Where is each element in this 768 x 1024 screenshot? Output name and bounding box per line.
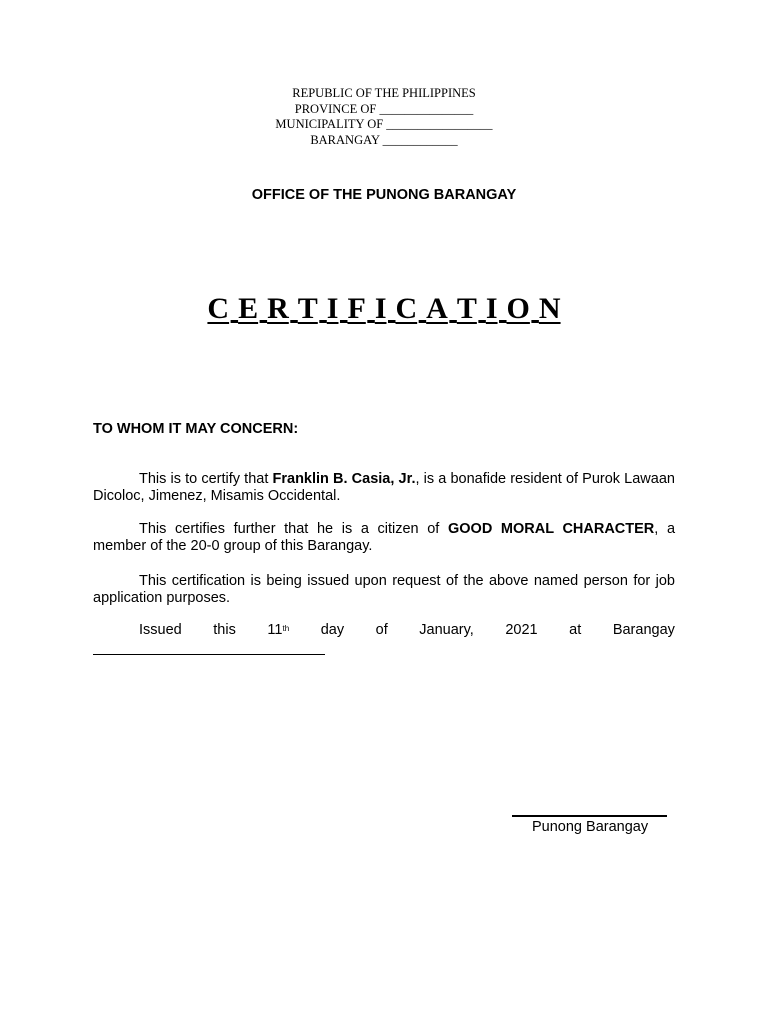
barangay-blank-line <box>93 654 325 655</box>
signature-label: Punong Barangay <box>532 819 649 835</box>
issued-barangay: Barangay <box>612 622 675 638</box>
issued-at: at <box>569 622 582 638</box>
issued-day-word: day <box>320 622 345 638</box>
certification-title <box>0 292 768 326</box>
issued-year: 2021 <box>505 622 538 638</box>
title-letter: T <box>456 292 477 325</box>
title-letter: O <box>506 292 530 325</box>
issued-day-suffix: th <box>282 624 290 633</box>
paragraph-moral-rest: , a member of the 20-0 group of this Barangay. <box>93 521 676 554</box>
moral-character-emphasis: GOOD MORAL CHARACTER <box>447 521 655 537</box>
issued-date-line <box>93 622 675 639</box>
paragraph-residency-rest: , is a bonafide resident of Purok Lawaan Dicoloc, Jimenez, Misamis Occidental. <box>93 471 675 504</box>
title-letter: T <box>297 292 318 325</box>
header-province: PROVINCE OF _______________ <box>294 101 474 116</box>
title-letter: I <box>485 292 498 325</box>
title-letter: C <box>395 292 418 325</box>
office-title: OFFICE OF THE PUNONG BARANGAY <box>251 187 517 203</box>
issued-of: of <box>375 622 388 638</box>
title-letter: I <box>374 292 387 325</box>
header-republic: REPUBLIC OF THE PHILIPPINES <box>292 86 476 100</box>
issued-day-digits: 11 <box>267 622 283 638</box>
paragraph-moral-lead: This certifies further that he is a citizen of <box>139 521 448 537</box>
paragraph-residency-lead: This is to certify that <box>139 471 273 487</box>
paragraph-moral-character <box>93 521 675 555</box>
title-letter: A <box>426 292 448 325</box>
title-letter: E <box>238 292 259 325</box>
government-header <box>0 86 768 148</box>
issued-word: Issued <box>139 622 182 638</box>
paragraph-purpose: This certification is being issued upon request of the above named person for job application purposes. <box>93 573 675 606</box>
title-letter: I <box>326 292 339 325</box>
title-letter: R <box>267 292 289 325</box>
title-letter: C <box>207 292 230 325</box>
issued-month: January, <box>419 622 474 638</box>
salutation: TO WHOM IT MAY CONCERN: <box>93 421 299 437</box>
header-barangay: BARANGAY ____________ <box>310 132 458 147</box>
signature-line <box>512 815 667 817</box>
issued-this: this <box>213 622 236 638</box>
header-municipality: MUNICIPALITY OF _________________ <box>275 117 493 131</box>
resident-name: Franklin B. Casia, Jr. <box>272 471 416 487</box>
title-letter: F <box>347 292 366 325</box>
issued-day-number <box>267 622 289 639</box>
title-letter: N <box>538 292 561 325</box>
paragraph-residency <box>93 471 675 505</box>
